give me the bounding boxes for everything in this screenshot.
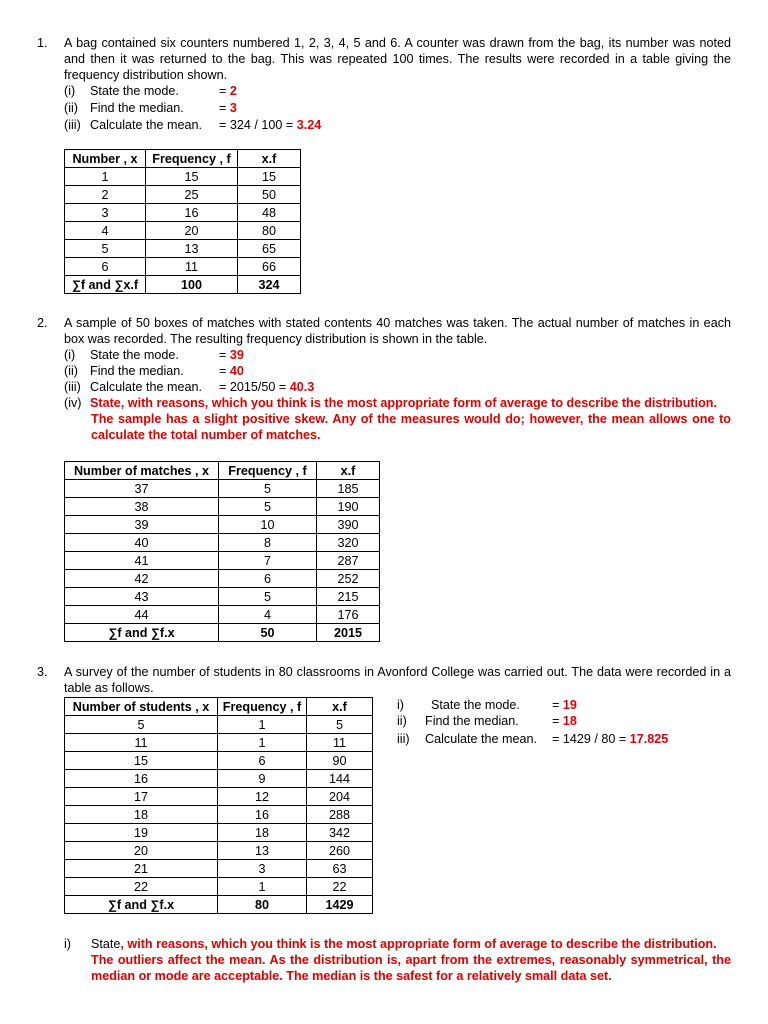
table-cell: 13: [218, 842, 307, 860]
q3-table-body: [65, 716, 373, 896]
table-row: [65, 480, 380, 498]
table-cell: 17: [65, 788, 218, 806]
table-cell: 37: [65, 480, 219, 498]
table-cell: 7: [219, 552, 317, 570]
table-cell: 176: [317, 606, 380, 624]
table-cell: 12: [218, 788, 307, 806]
table-cell: 22: [65, 878, 218, 896]
question-2-number: 2.: [37, 316, 48, 330]
table-cell: 20: [65, 842, 218, 860]
table-row: [65, 204, 301, 222]
question-1-number: 1.: [37, 36, 48, 50]
table-cell: 80: [238, 222, 301, 240]
table-cell: 6: [65, 258, 146, 276]
q2-part-ii-prefix: =: [219, 364, 230, 378]
table-cell: 287: [317, 552, 380, 570]
table-row: [65, 842, 373, 860]
q3-final-question: , with reasons, which you think is the most appropriate form of average to describe the distribution.: [120, 937, 717, 951]
table-cell: 44: [65, 606, 219, 624]
q1-part-iii-roman: (iii): [64, 118, 81, 132]
table-cell: 1: [218, 878, 307, 896]
table-cell: 320: [317, 534, 380, 552]
table-total-cell: 80: [218, 896, 307, 914]
table-cell: 6: [218, 752, 307, 770]
table-cell: 41: [65, 552, 219, 570]
table-row: [65, 606, 380, 624]
table-cell: 204: [307, 788, 373, 806]
table-cell: 38: [65, 498, 219, 516]
table-cell: 20: [146, 222, 238, 240]
table-row: [65, 770, 373, 788]
q1-part-iii-answer: 3.24: [296, 118, 322, 132]
table-header-cell: x.f: [238, 150, 301, 168]
table-row: [65, 734, 373, 752]
q1-part-ii-roman: (ii): [64, 101, 78, 115]
table-row: [65, 222, 301, 240]
q3-final-roman: i): [64, 937, 71, 951]
q2-part-ii-roman: (ii): [64, 364, 78, 378]
q2-part-i-roman: (i): [64, 348, 76, 362]
q2-part-i-prefix: =: [219, 348, 230, 362]
table-cell: 65: [238, 240, 301, 258]
q1-part-i-roman: (i): [64, 84, 76, 98]
q2-table-body: [65, 480, 380, 624]
q1-part-iii-text: Calculate the mean.: [90, 118, 203, 132]
table-header-row: [65, 150, 301, 168]
table-cell: 16: [146, 204, 238, 222]
table-header-row: [65, 462, 380, 480]
table-cell: 288: [307, 806, 373, 824]
table-total-cell: 100: [146, 276, 238, 294]
question-3-number: 3.: [37, 665, 48, 679]
table-cell: 5: [65, 240, 146, 258]
table-cell: 22: [307, 878, 373, 896]
table-row: [65, 878, 373, 896]
question-2-text: A sample of 50 boxes of matches with stated contents 40 matches was taken. The actual number of matches in each box was recorded. The resulting frequency distribution is shown in the table.: [64, 316, 731, 346]
table-cell: 15: [238, 168, 301, 186]
table-header-cell: Number , x: [65, 150, 146, 168]
q2-part-ii-answer: 40: [229, 364, 244, 378]
table-cell: 15: [146, 168, 238, 186]
table-cell: 90: [307, 752, 373, 770]
table-cell: 190: [317, 498, 380, 516]
q3-part-iii-text: Calculate the mean.: [425, 732, 538, 746]
table-cell: 1: [65, 168, 146, 186]
table-cell: 9: [218, 770, 307, 788]
table-cell: 48: [238, 204, 301, 222]
table-cell: 6: [219, 570, 317, 588]
q3-part-i-text: State the mode.: [431, 698, 520, 712]
table-cell: 342: [307, 824, 373, 842]
q3-part-i-roman: i): [397, 698, 404, 712]
table-cell: 144: [307, 770, 373, 788]
table-row: [65, 860, 373, 878]
question-3-text: A survey of the number of students in 80 classrooms in Avonford College was carried out. The data were recorded in a table as follows.: [64, 665, 731, 695]
question-1-text: A bag contained six counters numbered 1, 2, 3, 4, 5 and 6. A counter was drawn from the bag, its number was noted and then it was returned to the bag. This was repeated 100 times. The results were recorded in a table giving the frequency distribution shown.: [64, 36, 731, 82]
table-header-cell: x.f: [307, 698, 373, 716]
table-row: [65, 258, 301, 276]
table-cell: 4: [65, 222, 146, 240]
table-cell: 390: [317, 516, 380, 534]
table-cell: 21: [65, 860, 218, 878]
table-cell: 8: [219, 534, 317, 552]
q1-frequency-table: [64, 149, 301, 294]
q3-final-state: State: [91, 937, 121, 951]
table-cell: 66: [238, 258, 301, 276]
q1-part-iii-prefix: = 324 / 100 =: [219, 118, 297, 132]
table-cell: 19: [65, 824, 218, 842]
q1-part-ii-answer: 3: [229, 101, 237, 115]
table-total-row: [65, 624, 380, 642]
table-header-cell: Number of students , x: [65, 698, 218, 716]
table-header-cell: Frequency , f: [219, 462, 317, 480]
table-total-cell: ∑f and ∑f.x: [65, 624, 219, 642]
q2-part-i-text: State the mode.: [90, 348, 179, 362]
q3-part-iii-prefix: = 1429 / 80 =: [552, 732, 630, 746]
table-cell: 252: [317, 570, 380, 588]
table-row: [65, 824, 373, 842]
table-cell: 15: [65, 752, 218, 770]
table-header-cell: Number of matches , x: [65, 462, 219, 480]
table-cell: 40: [65, 534, 219, 552]
table-cell: 185: [317, 480, 380, 498]
table-row: [65, 534, 380, 552]
q2-part-ii-text: Find the median.: [90, 364, 184, 378]
table-row: [65, 552, 380, 570]
table-cell: 11: [307, 734, 373, 752]
table-total-row: [65, 896, 373, 914]
q3-part-ii-roman: ii): [397, 714, 407, 728]
table-row: [65, 788, 373, 806]
q3-part-i-prefix: =: [552, 698, 563, 712]
q1-part-i-answer: 2: [229, 84, 237, 98]
table-cell: 18: [218, 824, 307, 842]
table-total-row: [65, 276, 301, 294]
q3-part-i-answer: 19: [562, 698, 577, 712]
table-cell: 5: [307, 716, 373, 734]
table-total-cell: ∑f and ∑f.x: [65, 896, 218, 914]
table-total-cell: 2015: [317, 624, 380, 642]
table-cell: 260: [307, 842, 373, 860]
q1-table-body: [65, 168, 301, 276]
table-cell: 1: [218, 734, 307, 752]
table-header-cell: Frequency , f: [218, 698, 307, 716]
q2-part-iv-answer: The sample has a slight positive skew. Any of the measures would do; however, the mean allows one to calculate the total number of matches.: [91, 412, 731, 442]
table-cell: 11: [65, 734, 218, 752]
table-row: [65, 186, 301, 204]
table-cell: 50: [238, 186, 301, 204]
table-row: [65, 240, 301, 258]
table-cell: 25: [146, 186, 238, 204]
table-total-cell: 324: [238, 276, 301, 294]
table-cell: 215: [317, 588, 380, 606]
table-cell: 42: [65, 570, 219, 588]
table-cell: 39: [65, 516, 219, 534]
table-cell: 5: [219, 480, 317, 498]
table-row: [65, 570, 380, 588]
table-total-cell: 1429: [307, 896, 373, 914]
table-row: [65, 168, 301, 186]
table-cell: 13: [146, 240, 238, 258]
table-total-cell: 50: [219, 624, 317, 642]
table-cell: 5: [219, 588, 317, 606]
table-cell: 5: [65, 716, 218, 734]
table-row: [65, 806, 373, 824]
q3-part-ii-answer: 18: [562, 714, 577, 728]
q2-part-iii-answer: 40.3: [289, 380, 315, 394]
table-cell: 2: [65, 186, 146, 204]
q1-part-ii-text: Find the median.: [90, 101, 184, 115]
table-header-cell: Frequency , f: [146, 150, 238, 168]
q2-part-iii-text: Calculate the mean.: [90, 380, 203, 394]
q2-part-iii-roman: (iii): [64, 380, 81, 394]
q3-part-ii-prefix: =: [552, 714, 563, 728]
q3-part-iii-answer: 17.825: [629, 732, 669, 746]
table-cell: 18: [65, 806, 218, 824]
table-header-cell: x.f: [317, 462, 380, 480]
table-cell: 1: [218, 716, 307, 734]
q3-final-answer: The outliers affect the mean. As the distribution is, apart from the extremes, reasonably symmetrical, the median or mode are acceptable. The median is the safest for a relatively small data set.: [91, 953, 731, 983]
q1-part-i-prefix: =: [219, 84, 230, 98]
table-cell: 11: [146, 258, 238, 276]
table-cell: 10: [219, 516, 317, 534]
table-cell: 3: [218, 860, 307, 878]
table-cell: 3: [65, 204, 146, 222]
table-row: [65, 588, 380, 606]
q3-part-ii-text: Find the median.: [425, 714, 519, 728]
table-header-row: [65, 698, 373, 716]
table-cell: 16: [218, 806, 307, 824]
q2-part-iii-prefix: = 2015/50 =: [219, 380, 290, 394]
table-cell: 43: [65, 588, 219, 606]
table-row: [65, 752, 373, 770]
q3-part-iii-roman: iii): [397, 732, 410, 746]
table-cell: 4: [219, 606, 317, 624]
q1-part-ii-prefix: =: [219, 101, 230, 115]
table-row: [65, 516, 380, 534]
q2-part-iv-roman: (iv): [64, 396, 82, 410]
table-row: [65, 716, 373, 734]
table-cell: 63: [307, 860, 373, 878]
table-cell: 5: [219, 498, 317, 516]
table-total-cell: ∑f and ∑x.f: [65, 276, 146, 294]
q2-frequency-table: [64, 461, 380, 642]
q3-frequency-table: [64, 697, 373, 914]
q2-part-i-answer: 39: [229, 348, 244, 362]
table-cell: 16: [65, 770, 218, 788]
q1-part-i-text: State the mode.: [90, 84, 179, 98]
q2-part-iv-text: State, with reasons, which you think is the most appropriate form of average to describe the distribution.: [90, 396, 717, 410]
table-row: [65, 498, 380, 516]
